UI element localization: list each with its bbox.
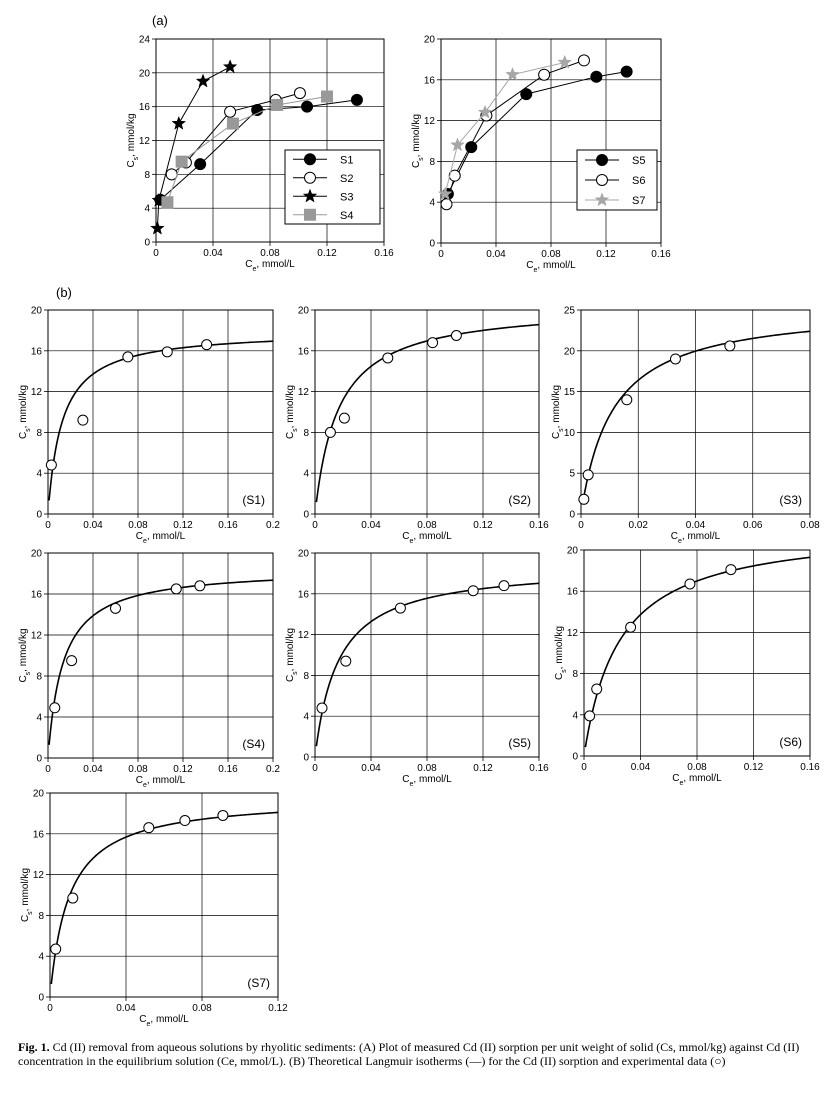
x-tick-label: 0.16 [218,764,238,775]
x-tick-label: 0 [581,762,587,773]
y-tick-label: 16 [32,829,44,841]
x-axis-label: $C_e$, mmol/L [670,531,721,545]
x-tick-label: 0.04 [361,520,381,531]
x-axis-label: $C_e$, mmol/L [402,531,452,545]
data-point [218,810,228,820]
y-tick-label: 4 [303,711,309,723]
y-tick-label: 20 [423,34,435,46]
x-tick-label: 0 [438,249,444,260]
data-point [622,395,632,405]
data-point-S3 [196,74,209,87]
legend-label-S3: S3 [340,191,354,204]
data-point [395,603,405,613]
data-point [725,341,735,351]
chart-S4 [18,549,280,789]
y-tick-label: 8 [38,910,44,922]
legend-label-S2: S2 [340,172,354,185]
y-tick-label: 8 [303,670,309,682]
y-tick-label: 0 [303,509,309,521]
data-point [195,581,205,591]
data-point [51,944,61,954]
x-axis-label: $C_e$, mmol/L [135,775,186,789]
x-tick-label: 0.08 [417,520,437,531]
y-tick-label: 20 [32,788,44,800]
data-point-S2 [294,88,305,99]
data-point-S7 [506,68,519,81]
data-point [50,703,60,713]
x-tick-label: 0.02 [628,520,648,531]
x-tick-label: 0.08 [687,762,707,773]
x-axis-label: $C_e$, mmol/L [526,260,576,274]
y-axis-label: $C_s$, mmol/kg [411,113,425,169]
data-point [171,584,181,594]
langmuir-curve [316,325,539,503]
data-point-S4 [162,197,173,208]
panel-label: (S2) [508,493,531,507]
x-axis-label: $C_e$, mmol/L [135,531,186,545]
x-tick-label: 0.08 [417,763,437,774]
langmuir-curve [49,580,273,745]
x-tick-label: 0.06 [743,520,763,531]
x-tick-label: 0 [312,763,318,774]
y-tick-label: 16 [566,586,578,598]
panel-label: (S7) [247,976,270,990]
data-point [499,581,509,591]
data-point [46,460,56,470]
y-tick-label: 4 [303,468,309,480]
y-tick-label: 4 [38,951,44,963]
data-point-S6 [579,55,590,66]
y-tick-label: 20 [30,548,42,560]
langmuir-curve [585,557,810,747]
data-point [428,338,438,348]
y-axis-label: $C_s$, mmol/kg [18,628,32,683]
data-point-S4 [322,91,333,102]
plot-frame [48,310,273,514]
y-tick-label: 0 [429,238,435,250]
x-tick-label: 0.04 [83,520,103,531]
y-tick-label: 16 [138,102,150,114]
data-point [583,470,593,480]
part-b-label: (b) [56,285,72,300]
data-point [67,656,77,666]
x-tick-label: 0.12 [268,1003,288,1014]
y-tick-label: 0 [303,752,309,764]
y-tick-label: 4 [144,203,150,215]
series-line-S6 [447,60,585,204]
x-tick-label: 0.08 [260,248,280,259]
x-tick-label: 0.12 [173,520,193,531]
chart-S3 [551,306,820,545]
x-tick-label: 0.12 [743,762,764,773]
data-point-S1 [195,159,206,170]
y-tick-label: 20 [138,68,150,80]
data-point-S4 [227,118,238,129]
y-tick-label: 12 [297,630,309,642]
x-tick-label: 0.04 [630,762,651,773]
panel-label: (S5) [508,736,531,750]
figure-caption [18,1040,830,1068]
data-point [341,656,351,666]
data-point [317,703,327,713]
y-axis-label: $C_s$, mmol/kg [551,384,565,440]
chart-a2 [411,35,671,274]
y-tick-label: 25 [563,305,575,317]
data-point-S3 [151,221,164,234]
y-axis-label: $C_s$, mmol/kg [20,867,34,923]
y-tick-label: 5 [569,468,575,480]
y-tick-label: 20 [297,548,309,560]
data-point [111,603,121,613]
legend-label-S5: S5 [632,155,646,167]
x-tick-label: 0.16 [374,248,394,259]
data-point [468,586,478,596]
x-tick-label: 0.04 [83,764,103,775]
y-tick-label: 4 [572,710,578,722]
x-tick-label: 0 [45,764,51,775]
y-axis-label: $C_s$, mmol/kg [18,384,32,440]
y-tick-label: 16 [297,346,309,358]
y-tick-label: 16 [30,346,42,358]
x-tick-label: 0.16 [218,520,238,531]
data-point [579,494,589,504]
chart-S1 [18,306,280,545]
x-axis-label: $C_e$, mmol/L [245,259,295,273]
data-point-S3 [172,117,185,130]
langmuir-curve [51,812,278,983]
legend-marker-S4 [305,209,316,220]
y-tick-label: 12 [297,387,309,399]
y-tick-label: 16 [423,75,435,87]
y-tick-label: 8 [572,669,578,681]
x-tick-label: 0.12 [317,248,337,259]
data-point-S4 [272,99,283,110]
x-tick-label: 0.04 [116,1003,136,1014]
x-tick-label: 0.08 [128,764,148,775]
y-tick-label: 0 [144,237,150,249]
caption-label: Fig. 1. [18,1040,50,1054]
y-tick-label: 8 [36,671,42,683]
y-tick-label: 0 [36,509,42,521]
chart-S5 [285,549,549,788]
x-tick-label: 0.16 [529,763,549,774]
y-tick-label: 20 [563,346,575,358]
data-point [685,579,695,589]
legend [285,150,380,224]
data-point-S7 [558,55,571,68]
plot-frame [48,553,273,758]
y-tick-label: 8 [36,427,42,439]
y-tick-label: 8 [429,156,435,168]
y-tick-label: 20 [297,305,309,317]
y-tick-label: 0 [38,992,44,1004]
x-tick-label: 0 [45,520,51,531]
data-point [451,331,461,341]
x-tick-label: 0.12 [596,249,616,260]
x-tick-label: 0 [47,1003,53,1014]
legend-label-S4: S4 [340,209,354,222]
data-point-S1 [351,94,362,105]
x-tick-label: 0.08 [541,249,561,260]
y-tick-label: 4 [429,197,435,209]
series-line-S7 [445,63,565,195]
y-tick-label: 12 [423,116,435,128]
y-tick-label: 0 [569,509,575,521]
panel-label: (S3) [779,493,802,507]
y-tick-label: 24 [138,34,150,46]
x-tick-label: 0.08 [128,520,148,531]
y-tick-label: 20 [30,305,42,317]
x-tick-label: 0.04 [361,763,381,774]
y-tick-label: 20 [566,545,578,557]
x-tick-label: 0.16 [651,249,671,260]
x-tick-label: 0 [578,520,584,531]
y-tick-label: 8 [303,427,309,439]
x-tick-label: 0.16 [529,520,549,531]
x-tick-label: 0.16 [800,762,820,773]
y-tick-label: 4 [36,712,42,724]
chart-S7 [20,789,288,1028]
y-axis-label: $C_s$, mmol/kg [126,113,140,168]
y-axis-label: $C_s$, mmol/kg [285,627,299,683]
legend [577,150,657,210]
data-point [123,352,133,362]
legend-marker-S2 [305,172,316,183]
plot-frame [50,793,278,997]
y-tick-label: 12 [566,627,578,639]
panel-label: (S6) [779,735,802,749]
data-point-S6 [441,199,452,210]
data-point [202,340,212,350]
data-point [68,893,78,903]
data-point-S2 [225,106,236,117]
y-tick-label: 0 [36,753,42,765]
caption-text: Cd (II) removal from aqueous solutions by rhyolitic sediments: (A) Plot of measured Cd (II) sorption per unit weight of solid (Cs, mmol/kg) against Cd (II) concentration in the equilibrium solution (Ce, mmol/L). (B) Theoretical Langmuir isotherms (—) for the Cd (II) sorption and experimental data (○) [18,1040,800,1068]
panel-label: (S4) [242,737,265,751]
y-tick-label: 15 [563,387,575,399]
x-axis-label: $C_e$, mmol/L [672,773,722,787]
y-tick-label: 16 [30,589,42,601]
legend-label-S7: S7 [632,195,646,207]
data-point-S1 [302,101,313,112]
x-tick-label: 0 [153,248,159,259]
y-tick-label: 12 [32,870,44,882]
x-tick-label: 0.2 [266,520,280,531]
data-point [325,427,335,437]
legend-label-S6: S6 [632,175,646,187]
x-tick-label: 0 [312,520,318,531]
y-axis-label: $C_s$, mmol/kg [554,625,568,681]
x-tick-label: 0.12 [473,520,493,531]
x-tick-label: 0.04 [203,248,223,259]
data-point-S5 [591,71,602,82]
x-tick-label: 0.08 [800,520,820,531]
x-tick-label: 0.04 [486,249,506,260]
data-point [144,823,154,833]
chart-a1 [126,35,394,273]
data-point [383,353,393,363]
data-point [339,413,349,423]
data-point-S6 [539,69,550,80]
x-tick-label: 0.08 [192,1003,212,1014]
legend-label-S1: S1 [340,154,354,167]
data-point [592,684,602,694]
x-axis-label: $C_e$, mmol/L [402,774,452,788]
chart-S2 [285,306,549,545]
data-point [585,711,595,721]
y-tick-label: 12 [30,387,42,399]
data-point [670,354,680,364]
legend-marker-S6 [597,175,608,186]
legend-marker-S1 [305,154,316,165]
y-tick-label: 10 [563,427,575,439]
x-tick-label: 0.12 [473,763,493,774]
data-point-S4 [176,156,187,167]
data-point [162,347,172,357]
langmuir-curve [583,331,810,500]
x-tick-label: 0.04 [685,520,706,531]
panel-label: (S1) [242,493,265,507]
y-tick-label: 8 [144,169,150,181]
y-tick-label: 4 [36,468,42,480]
data-point-S5 [621,66,632,77]
y-tick-label: 12 [138,136,150,147]
chart-S6 [554,546,820,787]
x-tick-label: 0.2 [266,764,280,775]
y-tick-label: 12 [30,630,42,642]
x-tick-label: 0.12 [173,764,193,775]
legend-marker-S5 [597,155,608,166]
x-axis-label: $C_e$, mmol/L [139,1014,189,1028]
legend-box [285,150,380,224]
data-point [626,622,636,632]
part-a-label: (a) [152,13,168,28]
y-tick-label: 0 [572,751,578,763]
data-point-S3 [223,60,236,73]
y-axis-label: $C_s$, mmol/kg [285,384,299,440]
y-tick-label: 16 [297,589,309,601]
data-point [726,565,736,575]
data-point [180,816,190,826]
data-point [78,415,88,425]
